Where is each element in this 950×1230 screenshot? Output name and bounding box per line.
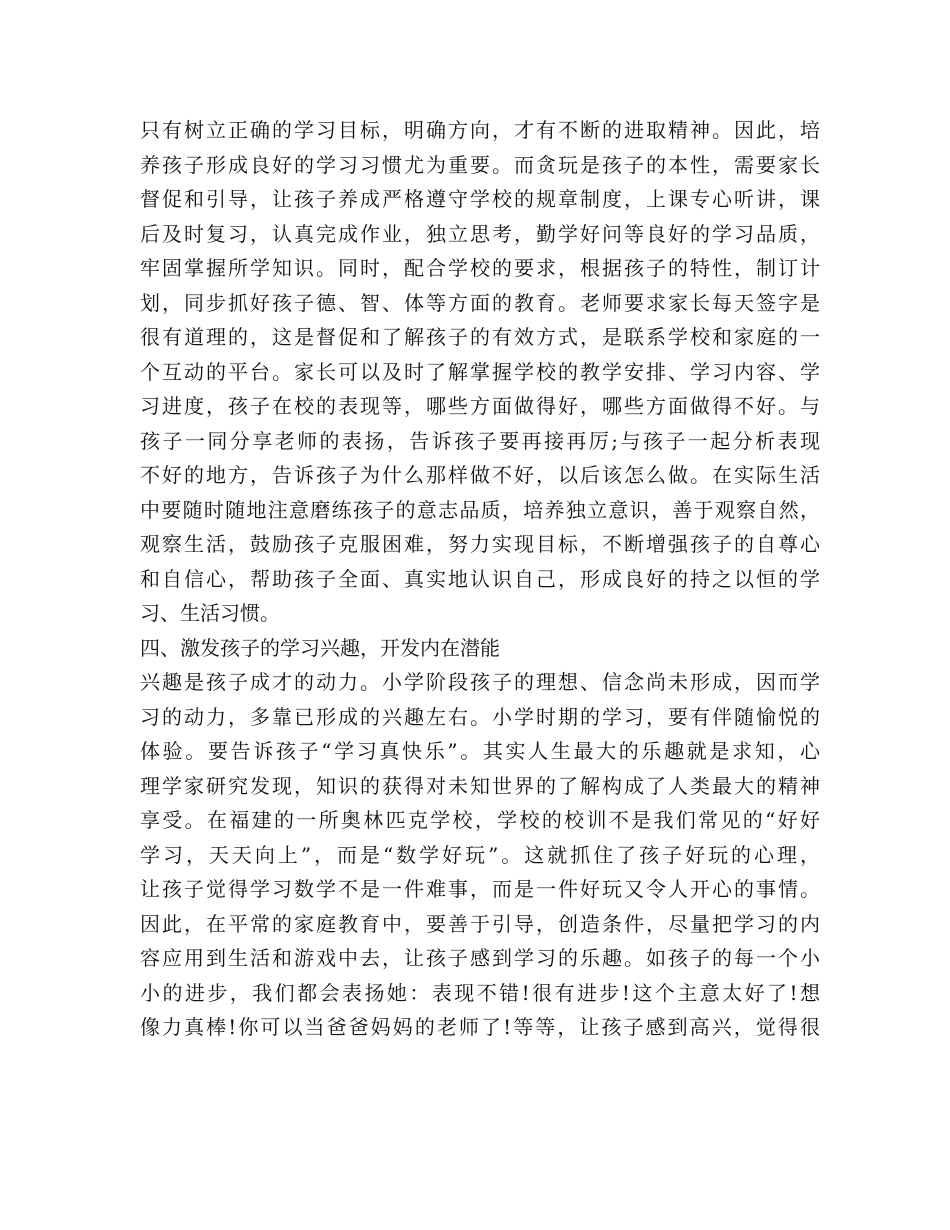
text-line: 观察生活，鼓励孩子克服困难，努力实现目标，不断增强孩子的自尊心 — [140, 532, 820, 556]
body-text — [140, 113, 820, 1045]
text-line: 因此，在平常的家庭教育中，要善于引导，创造条件，尽量把学习的内 — [140, 911, 820, 936]
text-line: 养孩子形成良好的学习习惯尤为重要。而贪玩是孩子的本性，需要家长 — [140, 152, 820, 177]
text-line: 牢固掌握所学知识。同时，配合学校的要求，根据孩子的特性，制订计 — [140, 256, 820, 280]
text-line: 和自信心，帮助孩子全面、真实地认识自己，形成良好的持之以恒的学 — [140, 566, 820, 591]
text-line: 后及时复习，认真完成作业，独立思考，勤学好问等良好的学习品质， — [140, 221, 820, 246]
text-line: 让孩子觉得学习数学不是一件难事，而是一件好玩又令人开心的事情。 — [140, 877, 820, 901]
text-line: 像力真棒!你可以当爸爸妈妈的老师了!等等，让孩子感到高兴，觉得很 — [140, 1015, 820, 1039]
text-line: 体验。要告诉孩子“学习真快乐”。其实人生最大的乐趣就是求知，心 — [140, 739, 820, 763]
text-line: 孩子一同分享老师的表扬，告诉孩子要再接再厉;与孩子一起分析表现 — [140, 428, 820, 453]
text-line: 享受。在福建的一所奥林匹克学校，学校的校训不是我们常见的“好好 — [140, 808, 820, 832]
text-line: 习进度，孩子在校的表现等，哪些方面做得好，哪些方面做得不好。与 — [140, 394, 820, 418]
text-line: 很有道理的，这是督促和了解孩子的有效方式，是联系学校和家庭的一 — [140, 325, 820, 349]
text-line: 容应用到生活和游戏中去，让孩子感到学习的乐趣。如孩子的每一个小 — [140, 946, 820, 970]
text-line: 个互动的平台。家长可以及时了解掌握学校的教学安排、学习内容、学 — [140, 359, 820, 384]
text-line: 小的进步，我们都会表扬她：表现不错!很有进步!这个主意太好了!想 — [140, 980, 820, 1005]
section-heading: 四、激发孩子的学习兴趣，开发内在潜能 — [140, 635, 500, 660]
text-line: 不好的地方，告诉孩子为什么那样做不好，以后该怎么做。在实际生活 — [140, 463, 820, 487]
text-line: 只有树立正确的学习目标，明确方向，才有不断的进取精神。因此，培 — [140, 118, 820, 142]
text-line: 习、生活习惯。 — [140, 601, 280, 625]
text-line: 划，同步抓好孩子德、智、体等方面的教育。老师要求家长每天签字是 — [140, 290, 820, 315]
text-line: 中要随时随地注意磨练孩子的意志品质，培养独立意识，善于观察自然， — [140, 497, 820, 522]
text-line: 学习，天天向上”，而是“数学好玩”。这就抓住了孩子好玩的心理， — [140, 842, 820, 867]
text-line: 习的动力，多靠已形成的兴趣左右。小学时期的学习，要有伴随愉悦的 — [140, 704, 820, 729]
text-line: 兴趣是孩子成才的动力。小学阶段孩子的理想、信念尚未形成，因而学 — [140, 670, 820, 694]
text-line: 理学家研究发现，知识的获得对未知世界的了解构成了人类最大的精神 — [140, 773, 820, 798]
text-line: 督促和引导，让孩子养成严格遵守学校的规章制度，上课专心听讲，课 — [140, 187, 820, 211]
